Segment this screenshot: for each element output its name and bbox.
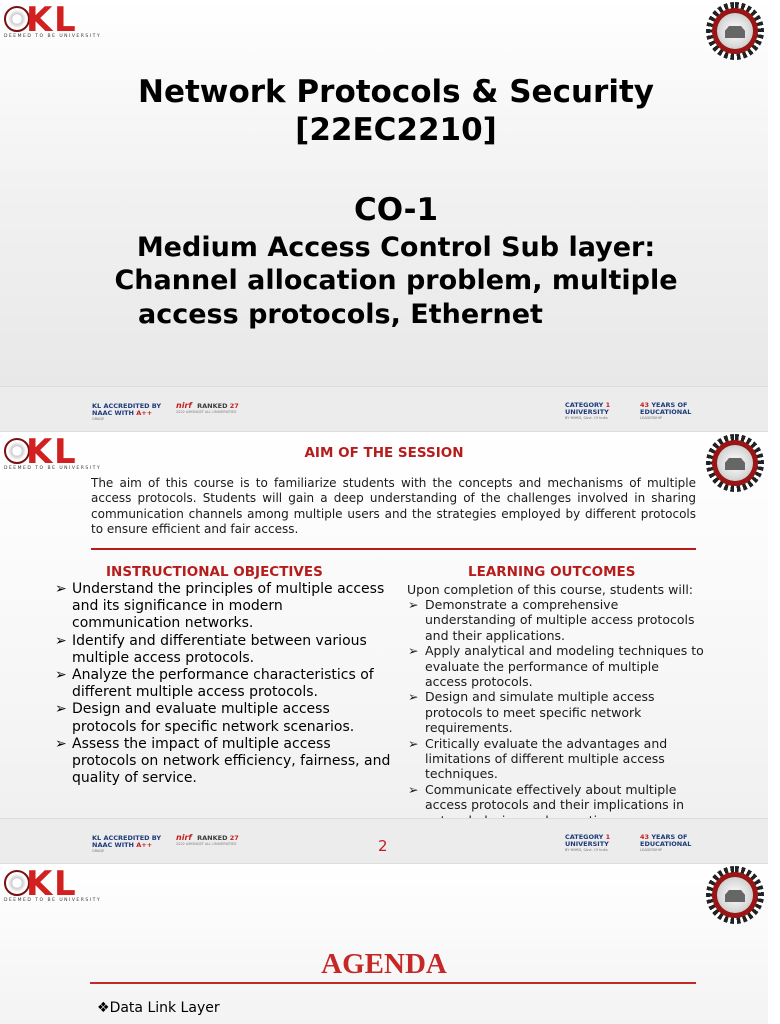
slide-agenda (0, 864, 768, 1024)
arrow-bullet-icon: ➢ (55, 632, 67, 649)
list-item: ➢ Analyze the performance characteristics of different multiple access protocols. (55, 667, 374, 701)
list-item: ➢ Communicate effectively about multiple access protocols and their implications in (408, 781, 685, 813)
outcomes-list (408, 597, 704, 828)
slide-title (0, 0, 768, 432)
nirf-ranking-badge: nirf RANKED 27 2022 AMONGST ALL UNIVERSITIES (176, 833, 239, 846)
arrow-bullet-icon: ➢ (55, 581, 67, 597)
kl-tagline: DEEMED TO BE UNIVERSITY (4, 34, 102, 39)
arrow-bullet-icon: ➢ (408, 597, 419, 612)
list-item: ➢ Design and simulate multiple access protocols to meet specific network requirements. (408, 689, 655, 736)
accreditation-footer (0, 818, 768, 864)
university-emblem-icon (706, 2, 764, 60)
arrow-bullet-icon: ➢ (408, 689, 419, 705)
category-badge: CATEGORY 1 UNIVERSITY BY MHRD, Govt. Of India (565, 401, 611, 420)
kl-university-logo: K L DEEMED TO BE UNIVERSITY (4, 864, 102, 904)
university-emblem-icon (706, 434, 764, 492)
divider (91, 548, 696, 550)
course-title: Network Protocols & Security (138, 74, 654, 110)
subtitle-line-3: access protocols, Ethernet (138, 299, 543, 330)
agenda-title: AGENDA (321, 948, 447, 980)
co-label: CO-1 (353, 192, 439, 228)
category-badge: CATEGORY 1 UNIVERSITY BY MHRD, Govt. Of India (565, 833, 611, 852)
arrow-bullet-icon: ➢ (55, 701, 67, 718)
outcomes-heading: LEARNING OUTCOMES (468, 564, 636, 580)
naac-badge: KL ACCREDITED BY NAAC WITH A++ GRADE (92, 402, 162, 421)
years-badge: 43 YEARS OF EDUCATIONAL LEADERSHIP (640, 401, 692, 420)
aim-paragraph: The aim of this course is to familiarize students with the concepts and mechanisms of multiple access protocols. Students will gain a deep understanding of the challenges involved in sharing communication channels among multiple users and the strategies employed by different protocols to ensure efficient and fair access. (91, 476, 696, 537)
aim-heading: AIM OF THE SESSION (304, 445, 464, 461)
list-item: ➢ Demonstrate a comprehensive understanding of multiple access protocols and their applications. (408, 597, 695, 643)
university-emblem-icon (706, 866, 764, 924)
arrow-bullet-icon: ➢ (408, 643, 419, 659)
list-item: ➢ Design and evaluate multiple access protocols for specific network scenarios. (55, 701, 355, 735)
kl-tagline: DEEMED TO BE UNIVERSITY (4, 466, 102, 471)
diamond-bullet-icon: ❖ (97, 1000, 110, 1016)
list-item: ➢ Understand the principles of multiple access and its significance in modern communication networks. (55, 581, 385, 632)
list-item: ➢ Assess the impact of multiple access protocols on network efficiency, fairness, and quality of service. (55, 735, 391, 787)
list-item: ➢ Apply analytical and modeling techniques to evaluate the performance of multiple access protocols. (408, 643, 704, 690)
naac-badge: KL ACCREDITED BY NAAC WITH A++ GRADE (92, 834, 162, 853)
slide-aim (0, 432, 768, 864)
nirf-ranking-badge: nirf RANKED 27 2022 AMONGST ALL UNIVERSITIES (176, 401, 239, 414)
page-number: 2 (378, 837, 388, 855)
kl-university-logo: K L DEEMED TO BE UNIVERSITY (4, 432, 102, 472)
arrow-bullet-icon: ➢ (408, 781, 419, 797)
agenda-item: ❖Data Link Layer (97, 1000, 220, 1016)
arrow-bullet-icon: ➢ (55, 735, 67, 752)
list-item: ➢ Critically evaluate the advantages and limitations of different multiple access techniques. (408, 735, 668, 782)
kl-university-logo: K L DEEMED TO BE UNIVERSITY (4, 0, 102, 40)
years-badge: 43 YEARS OF EDUCATIONAL LEADERSHIP (640, 833, 692, 852)
list-item: ➢ Identify and differentiate between various multiple access protocols. (55, 632, 367, 666)
arrow-bullet-icon: ➢ (55, 667, 67, 684)
divider (90, 982, 696, 984)
objectives-heading: INSTRUCTIONAL OBJECTIVES (106, 564, 323, 580)
course-code: [22EC2210] (295, 112, 497, 148)
outcomes-intro: Upon completion of this course, students will: (407, 582, 693, 597)
arrow-bullet-icon: ➢ (408, 735, 419, 751)
kl-tagline: DEEMED TO BE UNIVERSITY (4, 898, 102, 903)
objectives-list (55, 581, 391, 787)
subtitle-line-2: Channel allocation problem, multiple (114, 265, 678, 296)
accreditation-footer (0, 386, 768, 432)
subtitle-line-1: Medium Access Control Sub layer: (136, 232, 656, 263)
